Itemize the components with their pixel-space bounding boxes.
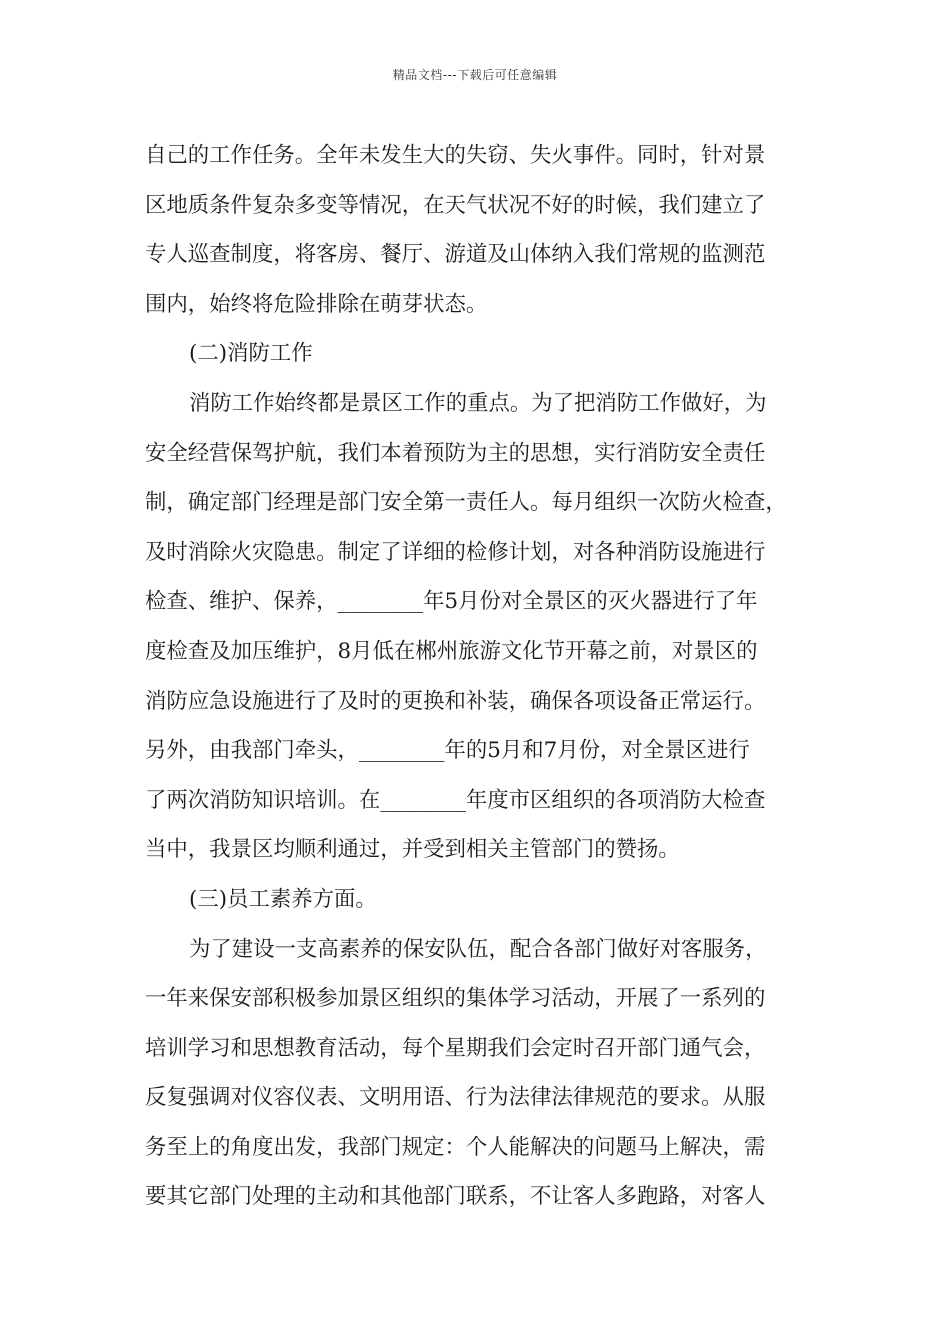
page-header: 精品文档---下载后可任意编辑 [392, 68, 558, 82]
section-heading-fire-safety: (二)消防工作 [189, 341, 313, 367]
paragraph-line: 检查、维护、保养，________年5月份对全景区的灭火器进行了年 [145, 589, 758, 615]
paragraph-line: 消防应急设施进行了及时的更换和补装，确保各项设备正常运行。 [145, 688, 766, 714]
paragraph-line: 为了建设一支高素养的保安队伍，配合各部门做好对客服务， [189, 936, 767, 962]
paragraph-line: 消防工作始终都是景区工作的重点。为了把消防工作做好，为 [189, 390, 767, 416]
paragraph-line: 及时消除火灾隐患。制定了详细的检修计划，对各种消防设施进行 [145, 539, 766, 565]
paragraph-line: 度检查及加压维护，8月低在郴州旅游文化节开幕之前，对景区的 [145, 638, 758, 664]
paragraph-line: 自己的工作任务。全年未发生大的失窃、失火事件。同时，针对景 [145, 143, 766, 168]
paragraph-line: 务至上的角度出发，我部门规定：个人能解决的问题马上解决，需 [145, 1134, 766, 1160]
paragraph-line: 另外，由我部门牵头，________年的5月和7月份，对全景区进行 [145, 738, 750, 764]
paragraph-line: 围内，始终将危险排除在萌芽状态。 [145, 291, 488, 317]
paragraph-line: 区地质条件复杂多变等情况，在天气状况不好的时候，我们建立了 [145, 192, 766, 218]
section-heading-staff-quality: (三)员工素养方面。 [189, 886, 377, 912]
paragraph-line: 当中，我景区均顺利通过，并受到相关主管部门的赞扬。 [145, 837, 680, 863]
paragraph-line: 一年来保安部积极参加景区组织的集体学习活动，开展了一系列的 [145, 986, 766, 1012]
paragraph-line: 了两次消防知识培训。在________年度市区组织的各项消防大检查 [145, 787, 766, 813]
paragraph-line: 专人巡查制度，将客房、餐厅、游道及山体纳入我们常规的监测范 [145, 242, 766, 268]
paragraph-line: 安全经营保驾护航，我们本着预防为主的思想，实行消防安全责任 [145, 440, 766, 466]
paragraph-line: 制，确定部门经理是部门安全第一责任人。每月组织一次防火检查， [145, 490, 787, 516]
paragraph-line: 培训学习和思想教育活动，每个星期我们会定时召开部门通气会， [145, 1035, 766, 1061]
document-body [145, 131, 809, 1222]
paragraph-line: 反复强调对仪容仪表、文明用语、行为法律法律规范的要求。从服 [145, 1085, 766, 1111]
paragraph-line: 要其它部门处理的主动和其他部门联系，不让客人多跑路，对客人 [145, 1184, 766, 1210]
